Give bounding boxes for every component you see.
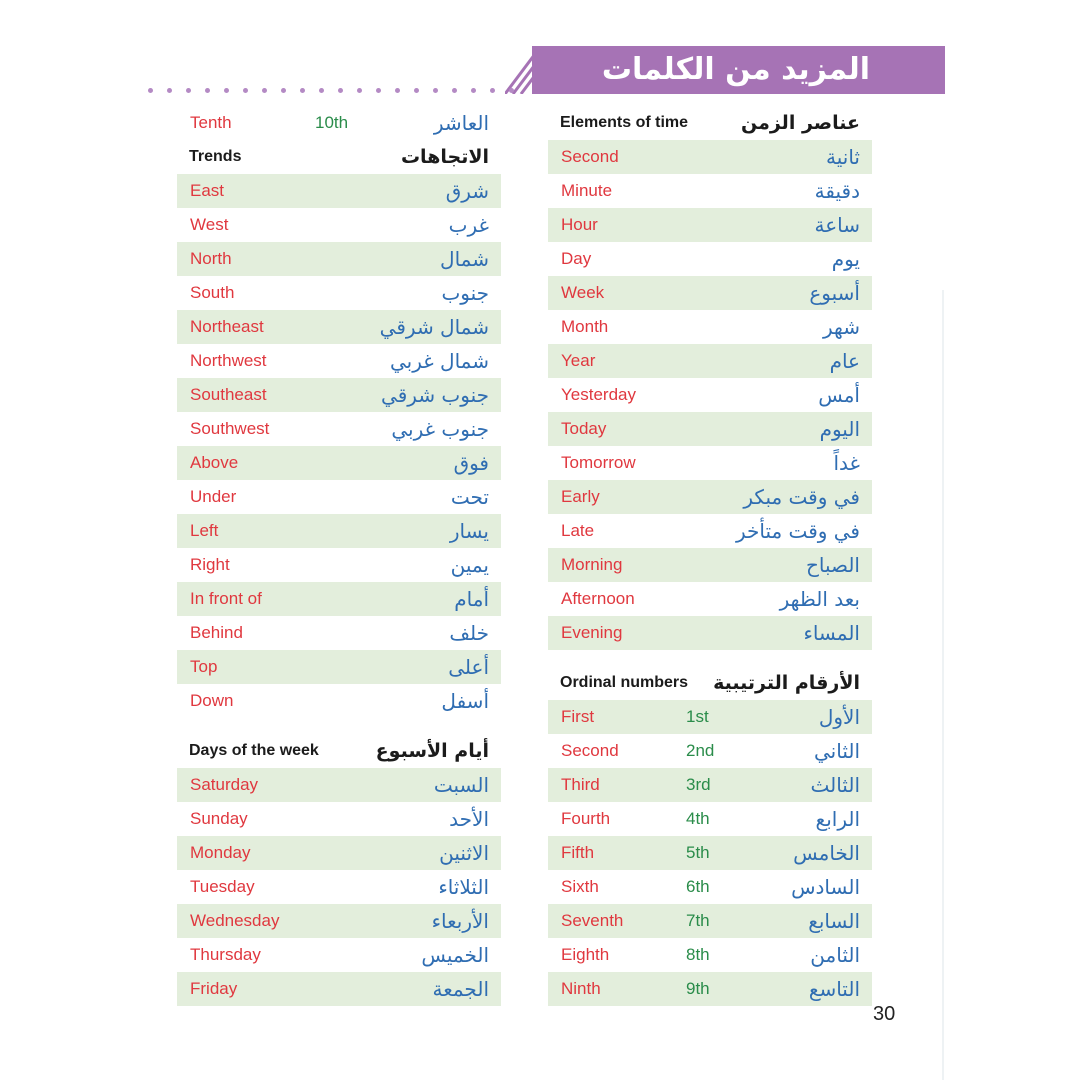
vocab-row [548,582,872,616]
divider-dot [186,88,191,93]
vocab-row [177,514,501,548]
arabic-word: دقيقة [814,179,860,203]
divider-dot [490,88,495,93]
arabic-word: الخامس [793,841,860,865]
page-number: 30 [873,1003,896,1025]
heading-english: Ordinal numbers [560,674,689,691]
english-word: In front of [190,589,262,608]
arabic-word: الثلاثاء [438,875,489,899]
arabic-word: ثانية [826,145,860,169]
divider-dot [243,88,248,93]
vocab-row [177,310,501,344]
english-word: Year [561,351,596,370]
arabic-word: يمين [450,553,489,577]
arabic-word: جنوب [441,281,489,305]
heading-english: Elements of time [560,114,689,131]
days-list [177,768,501,1006]
english-word: Month [561,317,609,336]
arabic-word: تحت [450,485,489,509]
english-word: First [561,707,595,726]
english-word: Today [561,419,607,438]
ordinal-abbrev: 9th [686,979,710,998]
vocab-row [548,276,872,310]
arabic-word: الثاني [813,739,860,763]
arabic-word: الصباح [805,553,860,577]
vocab-row [548,768,872,802]
english-word: Down [190,691,234,710]
english-word: West [190,215,229,234]
section-heading-days [177,734,501,768]
english-word: Top [190,657,218,676]
vocab-row [548,514,872,548]
arabic-word: السابع [808,909,860,933]
arabic-word: الأول [818,705,860,729]
vocab-row [548,836,872,870]
arabic-word: التاسع [808,977,860,1001]
vocab-row [177,870,501,904]
section-heading-time [548,106,872,140]
vocab-row [548,242,872,276]
vocab-row [177,650,501,684]
vocab-row [177,684,501,718]
english-word: Above [190,453,239,472]
heading-english: Trends [189,148,242,165]
vocab-row [177,836,501,870]
english-word: Tuesday [190,877,255,896]
ordinal-abbrev: 2nd [686,741,715,760]
arabic-word: الخميس [421,943,489,967]
vocab-row [548,208,872,242]
english-word: Tomorrow [561,453,636,472]
divider-dot [338,88,343,93]
divider-dot [262,88,267,93]
vocab-row [548,480,872,514]
english-word: Saturday [190,775,259,794]
arabic-word: يوم [831,247,860,271]
arabic-word: الجمعة [432,977,489,1001]
english-word: Southeast [190,385,267,404]
divider-dot [471,88,476,93]
vocab-row [548,972,872,1006]
english-word: Yesterday [561,385,636,404]
vocab-row [177,904,501,938]
divider-dot [395,88,400,93]
dotted-divider [148,88,518,96]
ordinal-abbrev: 10th [315,113,349,132]
english-word: Southwest [190,419,270,438]
arabic-word: شرق [445,179,489,203]
arabic-word: في وقت مبكر [743,485,860,509]
vocab-row [177,344,501,378]
vocab-row [177,446,501,480]
ordinal-abbrev: 1st [686,707,709,726]
divider-dot [167,88,172,93]
vocab-row [177,276,501,310]
divider-dot [224,88,229,93]
english-word: Week [561,283,605,302]
page-edge-line [942,290,944,1080]
ordinals-list [548,700,872,1006]
vocab-row [548,616,872,650]
vocab-row [548,734,872,768]
arabic-word: جنوب شرقي [381,383,489,407]
arabic-word: السبت [433,773,489,797]
vocab-row [548,904,872,938]
vocab-row [548,548,872,582]
vocab-row [177,616,501,650]
english-word: East [190,181,225,200]
divider-dot [414,88,419,93]
vocab-row [548,140,872,174]
arabic-word: شهر [822,315,860,339]
divider-dot [205,88,210,93]
arabic-word: العاشر [433,111,489,135]
english-word: Eighth [561,945,610,964]
english-word: Left [190,521,219,540]
arabic-word: ساعة [814,213,860,237]
vocab-row [177,582,501,616]
vocab-row [177,768,501,802]
ordinal-abbrev: 4th [686,809,710,828]
arabic-word: بعد الظهر [779,587,860,611]
english-word: Friday [190,979,238,998]
heading-arabic: الأرقام الترتيبية [713,672,860,694]
english-word: Sixth [561,877,599,896]
arabic-word: جنوب غربي [391,417,489,441]
vocab-row [548,344,872,378]
arabic-word: شمال شرقي [379,315,489,339]
english-word: Tenth [190,113,232,132]
arabic-word: الثالث [810,773,860,797]
english-word: Hour [561,215,598,234]
page-title: المزيد من الكلمات [601,52,870,87]
section-heading-ordinals [548,666,872,700]
vocab-row [177,972,501,1006]
arabic-word: شمال [440,247,489,271]
english-word: Sunday [190,809,248,828]
ordinal-abbrev: 7th [686,911,710,930]
divider-dot [376,88,381,93]
english-word: Right [190,555,230,574]
arabic-word: شمال غربي [389,349,489,373]
english-word: Second [561,741,619,760]
arabic-word: أمام [454,587,489,611]
english-word: North [190,249,232,268]
arabic-word: غرب [448,213,489,237]
english-word: Northeast [190,317,264,336]
trends-list [177,174,501,718]
arabic-word: غداً [833,451,860,475]
arabic-word: الأربعاء [431,909,489,933]
english-word: Afternoon [561,589,635,608]
arabic-word: يسار [449,519,489,543]
arabic-word: الثامن [810,943,860,967]
english-word: Under [190,487,237,506]
ordinal-abbrev: 5th [686,843,710,862]
english-word: South [190,283,235,302]
arabic-word: الرابع [815,807,860,831]
english-word: Early [561,487,600,506]
vocab-row [177,378,501,412]
arabic-word: عام [829,349,860,373]
divider-dot [148,88,153,93]
english-word: Wednesday [190,911,280,930]
arabic-word: الاثنين [439,841,489,865]
english-word: Behind [190,623,243,642]
heading-english: Days of the week [189,742,319,759]
english-word: Third [561,775,600,794]
arabic-word: أسفل [441,689,489,713]
divider-dot [509,88,514,93]
vocab-row [548,802,872,836]
vocab-row [177,174,501,208]
divider-dot [452,88,457,93]
arabic-word: المساء [803,621,860,645]
arabic-word: أعلى [448,655,489,679]
vocab-row [548,700,872,734]
vocab-row-tenth [177,106,501,140]
divider-dot [281,88,286,93]
diagonal-stripes-decoration [505,46,565,94]
arabic-word: خلف [449,621,489,645]
left-column [177,106,501,1006]
vocab-row [177,802,501,836]
ordinal-abbrev: 6th [686,877,710,896]
ordinal-abbrev: 3rd [686,775,711,794]
english-word: Thursday [190,945,261,964]
vocab-row [548,446,872,480]
arabic-word: السادس [791,875,860,899]
vocab-row [548,938,872,972]
english-word: Late [561,521,595,540]
english-word: Northwest [190,351,267,370]
vocab-row [177,412,501,446]
vocab-row [548,412,872,446]
vocab-row [548,378,872,412]
vocab-row [548,310,872,344]
divider-dot [319,88,324,93]
english-word: Monday [190,843,251,862]
right-column [548,106,872,1006]
vocab-row [177,548,501,582]
vocab-row [177,938,501,972]
english-word: Evening [561,623,623,642]
section-heading-trends [177,140,501,174]
vocab-row [548,174,872,208]
english-word: Morning [561,555,623,574]
ordinal-abbrev: 8th [686,945,710,964]
vocab-row [177,208,501,242]
vocab-row [177,480,501,514]
english-word: Fourth [561,809,611,828]
english-word: Ninth [561,979,601,998]
arabic-word: أمس [818,383,860,407]
title-banner [532,46,945,94]
arabic-word: فوق [453,451,489,475]
english-word: Minute [561,181,613,200]
heading-arabic: عناصر الزمن [741,112,860,134]
heading-arabic: أيام الأسبوع [375,740,489,762]
arabic-word: اليوم [819,417,860,441]
vocab-row [548,870,872,904]
divider-dot [357,88,362,93]
vocab-row [177,242,501,276]
arabic-word: الأحد [449,807,489,831]
arabic-word: في وقت متأخر [735,519,860,543]
arabic-word: أسبوع [809,281,860,305]
time-list [548,140,872,650]
english-word: Day [561,249,592,268]
english-word: Fifth [561,843,595,862]
divider-dot [300,88,305,93]
english-word: Second [561,147,619,166]
english-word: Seventh [561,911,624,930]
heading-arabic: الاتجاهات [400,146,489,168]
divider-dot [433,88,438,93]
